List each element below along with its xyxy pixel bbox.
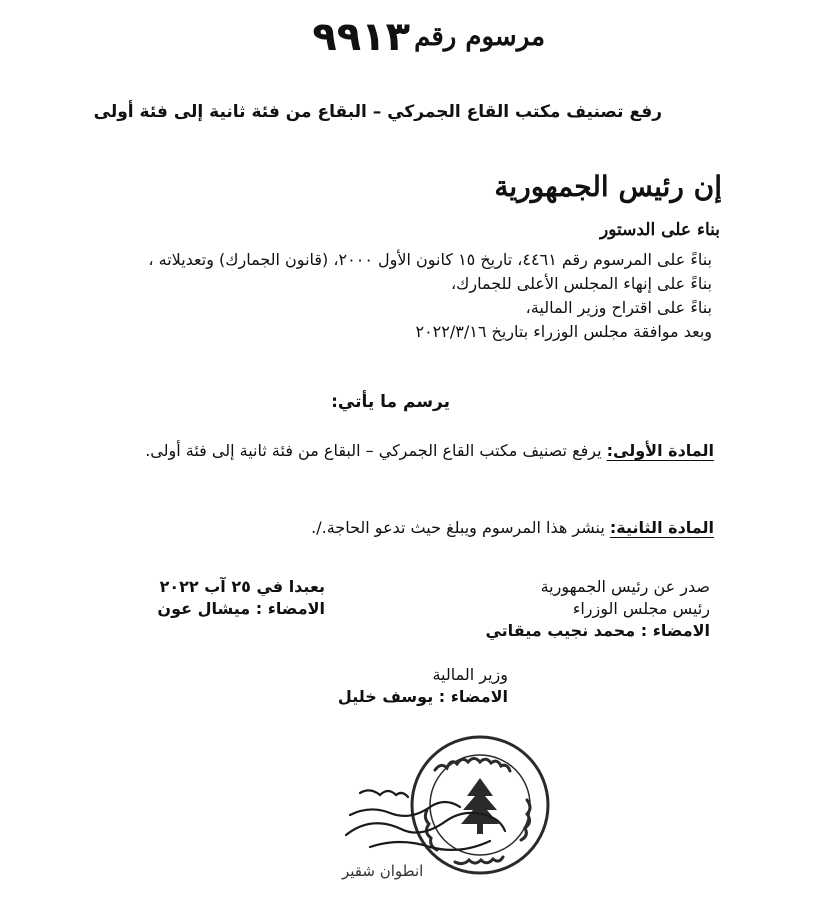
decrees-heading: يرسم ما يأتي:	[331, 392, 450, 412]
preamble-line: وبعد موافقة مجلس الوزراء بتاريخ ٢٠٢٢/٣/١٦	[415, 322, 712, 341]
preamble-line: بناءً على إنهاء المجلس الأعلى للجمارك،	[450, 274, 712, 293]
president-signature: الامضاء : ميشال عون	[157, 599, 325, 618]
preamble-line: بناءً على اقتراح وزير المالية،	[525, 298, 712, 317]
place-date: بعبدا في ٢٥ آب ٢٠٢٢	[159, 577, 325, 596]
signature-block-president	[157, 576, 325, 620]
constitution-line: بناء على الدستور	[599, 220, 720, 240]
decree-number: ٩٩١٣	[312, 14, 410, 60]
finance-minister-title: وزير المالية	[432, 665, 508, 684]
article-2-title: المادة الثانية:	[609, 518, 714, 537]
signature-block-pm	[485, 576, 710, 642]
president-title: إن رئيس الجمهورية	[494, 170, 722, 203]
finance-signature: الامضاء : يوسف خليل	[337, 687, 508, 706]
handwritten-signature	[340, 775, 510, 865]
article-2	[311, 518, 714, 537]
footer-name: انطوان شقير	[342, 862, 424, 880]
article-1-title: المادة الأولى:	[606, 441, 714, 460]
decree-label: مرسوم رقم	[414, 22, 545, 52]
preamble	[112, 248, 712, 344]
pm-signature: الامضاء : محمد نجيب ميقاتي	[485, 621, 710, 640]
prime-minister-title: رئيس مجلس الوزراء	[572, 599, 710, 618]
decree-subject: رفع تصنيف مكتب القاع الجمركي – البقاع من فئة ثانية إلى فئة أولى	[93, 102, 662, 122]
signature-block-finance	[338, 664, 508, 708]
article-2-text: ينشر هذا المرسوم ويبلغ حيث تدعو الحاجة./.	[311, 518, 610, 537]
preamble-line: بناءً على المرسوم رقم ٤٤٦١، تاريخ ١٥ كانون الأول ٢٠٠٠، (قانون الجمارك) وتعديلاته ،	[148, 250, 712, 269]
article-1	[145, 441, 714, 460]
article-1-text: يرفع تصنيف مكتب القاع الجمركي – البقاع من فئة ثانية إلى فئة أولى.	[145, 441, 607, 460]
issued-by: صدر عن رئيس الجمهورية	[540, 577, 710, 596]
